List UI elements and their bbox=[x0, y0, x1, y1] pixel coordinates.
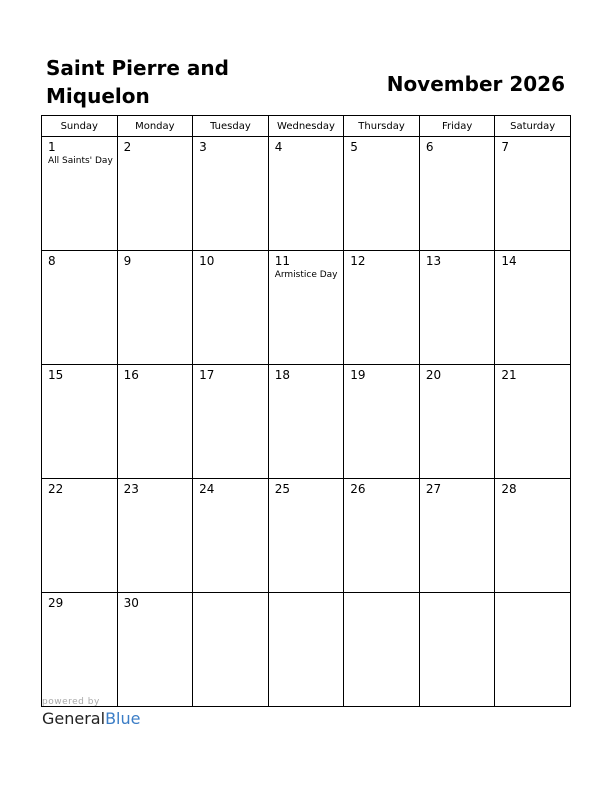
day-cell bbox=[344, 137, 420, 251]
day-cell bbox=[117, 251, 193, 365]
day-cell bbox=[117, 365, 193, 479]
day-number: 19 bbox=[350, 368, 366, 382]
day-number: 26 bbox=[350, 482, 366, 496]
day-number: 15 bbox=[48, 368, 64, 382]
day-cell bbox=[344, 365, 420, 479]
footer-branding bbox=[42, 697, 140, 729]
day-cell bbox=[193, 365, 269, 479]
day-number: 17 bbox=[199, 368, 215, 382]
week-row bbox=[42, 251, 571, 365]
day-number: 30 bbox=[123, 596, 139, 610]
day-number: 29 bbox=[48, 596, 64, 610]
weekday-header-row bbox=[42, 116, 571, 137]
day-number: 11 bbox=[274, 254, 290, 268]
weekday-header: Saturday bbox=[495, 116, 571, 137]
day-cell bbox=[42, 365, 118, 479]
powered-by-label: powered by bbox=[42, 697, 100, 707]
day-number: 27 bbox=[425, 482, 442, 496]
day-cell bbox=[193, 137, 269, 251]
weekday-header: Friday bbox=[419, 116, 495, 137]
week-row bbox=[42, 593, 571, 707]
day-number: 25 bbox=[274, 482, 290, 496]
week-row bbox=[42, 137, 571, 251]
day-cell bbox=[193, 479, 269, 593]
day-cell bbox=[42, 251, 118, 365]
holiday-label: All Saints' Day bbox=[48, 156, 113, 166]
day-number: 6 bbox=[425, 140, 434, 154]
day-cell bbox=[495, 251, 571, 365]
day-cell bbox=[419, 365, 495, 479]
day-number: 3 bbox=[199, 140, 207, 154]
day-cell bbox=[495, 137, 571, 251]
day-cell-empty bbox=[193, 593, 269, 707]
calendar-grid bbox=[41, 115, 571, 707]
day-cell bbox=[268, 479, 344, 593]
week-row bbox=[42, 479, 571, 593]
day-number: 1 bbox=[48, 140, 56, 154]
day-cell bbox=[117, 479, 193, 593]
logo-text-general: General bbox=[42, 709, 106, 728]
day-cell bbox=[344, 479, 420, 593]
weekday-header: Wednesday bbox=[268, 116, 344, 137]
logo-text-blue: Blue bbox=[105, 709, 141, 728]
day-number: 7 bbox=[501, 140, 510, 154]
day-number: 2 bbox=[123, 140, 132, 154]
day-number: 21 bbox=[501, 368, 517, 382]
day-cell-empty bbox=[268, 593, 344, 707]
day-cell bbox=[268, 137, 344, 251]
day-cell bbox=[495, 365, 571, 479]
day-number: 4 bbox=[274, 140, 283, 154]
day-number: 13 bbox=[425, 254, 442, 268]
weekday-header: Sunday bbox=[42, 116, 118, 137]
day-number: 22 bbox=[48, 482, 64, 496]
generalblue-logo[interactable] bbox=[42, 709, 140, 729]
holiday-label: Armistice Day bbox=[274, 270, 338, 280]
day-number: 9 bbox=[123, 254, 132, 268]
day-cell bbox=[495, 479, 571, 593]
country-title: Saint Pierre and Miquelon bbox=[46, 56, 229, 108]
day-cell-empty bbox=[419, 593, 495, 707]
day-cell bbox=[419, 137, 495, 251]
day-cell bbox=[117, 137, 193, 251]
day-number: 10 bbox=[199, 254, 215, 268]
day-number: 18 bbox=[274, 368, 290, 382]
day-cell bbox=[42, 479, 118, 593]
weekday-header: Thursday bbox=[344, 116, 420, 137]
day-cell-empty bbox=[344, 593, 420, 707]
day-number: 5 bbox=[350, 140, 358, 154]
day-cell bbox=[42, 137, 118, 251]
day-cell bbox=[42, 593, 118, 707]
day-number: 20 bbox=[425, 368, 442, 382]
day-number: 16 bbox=[123, 368, 139, 382]
day-cell bbox=[344, 251, 420, 365]
day-cell bbox=[419, 479, 495, 593]
day-cell-empty bbox=[495, 593, 571, 707]
day-cell bbox=[268, 365, 344, 479]
week-row bbox=[42, 365, 571, 479]
day-cell bbox=[419, 251, 495, 365]
month-year-title: November 2026 bbox=[386, 72, 565, 96]
day-number: 28 bbox=[501, 482, 517, 496]
day-cell bbox=[268, 251, 344, 365]
day-number: 23 bbox=[123, 482, 139, 496]
day-cell bbox=[117, 593, 193, 707]
weekday-header: Monday bbox=[117, 116, 193, 137]
day-number: 8 bbox=[48, 254, 56, 268]
day-number: 12 bbox=[350, 254, 366, 268]
day-cell bbox=[193, 251, 269, 365]
day-number: 14 bbox=[501, 254, 517, 268]
day-number: 24 bbox=[199, 482, 215, 496]
weekday-header: Tuesday bbox=[193, 116, 269, 137]
